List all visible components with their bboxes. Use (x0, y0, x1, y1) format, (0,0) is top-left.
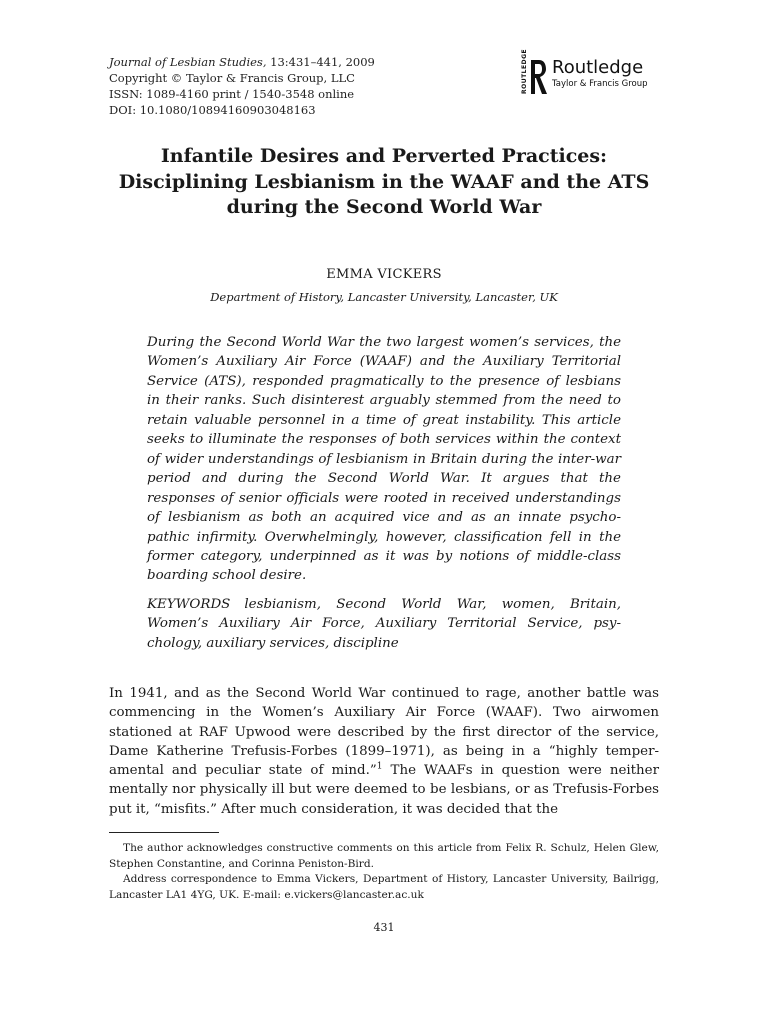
journal-title: Journal of Lesbian Studies, (109, 55, 267, 69)
publisher-group: Taylor & Francis Group (552, 79, 648, 89)
issn-line: ISSN: 1089-4160 print / 1540-3548 online (109, 87, 355, 101)
author-affiliation: Department of History, Lancaster University, Lancaster, UK (210, 290, 558, 304)
keywords-label: KEYWORDS (147, 597, 231, 612)
correspondence-footnote: Address correspondence to Emma Vickers, Department of History, Lancaster University, Bailrigg, Lancaster LA1 4YG, UK. E-mail: e.vickers@lancaster.ac.uk (109, 873, 659, 901)
body-text-part2: The WAAFs in question were neither mentally nor physically ill but were deemed to be lesbians, or as Trefusis-Forbes put it, “misfits.” After much consideration, it was decided that the (109, 763, 659, 817)
footnote-reference: 1 (376, 761, 383, 772)
page-number: 431 (373, 921, 395, 934)
abstract: During the Second World War the two largest women’s services, the Women’s Auxiliary Air Force (WAAF) and the Auxiliary Territorial Service (ATS), responded pragmatically to the presence of lesbians in their ranks. Such disinterest arguably stemmed from the need to retain valuable personnel in a time of great instability. This article seeks to illuminate the responses of both services within the context of wider understandings of lesbianism in Britain during the inter-war period and during the Second World War. It argues that the responses of senior officials were rooted in received understandings of lesbianism as both an acquired vice and as an innate psycho-pathic infirmity. Overwhelmingly, however, classification fell in the former category, underpinned as it was by notions of middle-class boarding school desire. (147, 335, 621, 584)
keywords (147, 595, 621, 653)
journal-citation (109, 54, 375, 70)
body-text-part1: In 1941, and as the Second World War continued to rage, another battle was commencing in the Women’s Auxiliary Air Force (WAAF). Two airwomen stationed at RAF Upwood were described by the first director of the service, Dame Katherine Trefusis-Forbes (1899–1971), as being in a “highly temper-amental and peculiar state of mind.” (109, 686, 659, 779)
publisher-logo (521, 48, 648, 96)
journal-metadata (109, 54, 375, 118)
keywords-list: lesbianism, Second World War, women, Britain, Women’s Auxiliary Air Force, Auxiliary Territorial Service, psy-chology, auxiliary services, discipline (147, 597, 621, 651)
volume-pages-year: 13:431–441, 2009 (266, 55, 375, 69)
acknowledgement-footnote: The author acknowledges constructive comments on this article from Felix R. Schulz, Helen Glew, Stephen Constantine, and Corinna Peniston-Bird. (109, 842, 659, 870)
doi-line: DOI: 10.1080/10894160903048163 (109, 103, 316, 117)
footnote-rule (109, 832, 219, 833)
routledge-r-icon (530, 58, 548, 96)
body-paragraph (109, 684, 659, 819)
article-title: Infantile Desires and Perverted Practices: Disciplining Lesbianism in the WAAF and the ATS during the Second World War (118, 145, 650, 218)
copyright-line: Copyright © Taylor & Francis Group, LLC (109, 71, 355, 85)
publisher-name: Routledge (552, 57, 644, 78)
author-name: EMMA VICKERS (326, 267, 442, 282)
footnotes (109, 841, 659, 903)
logo-vertical-text: ROUTLEDGE (521, 48, 528, 94)
